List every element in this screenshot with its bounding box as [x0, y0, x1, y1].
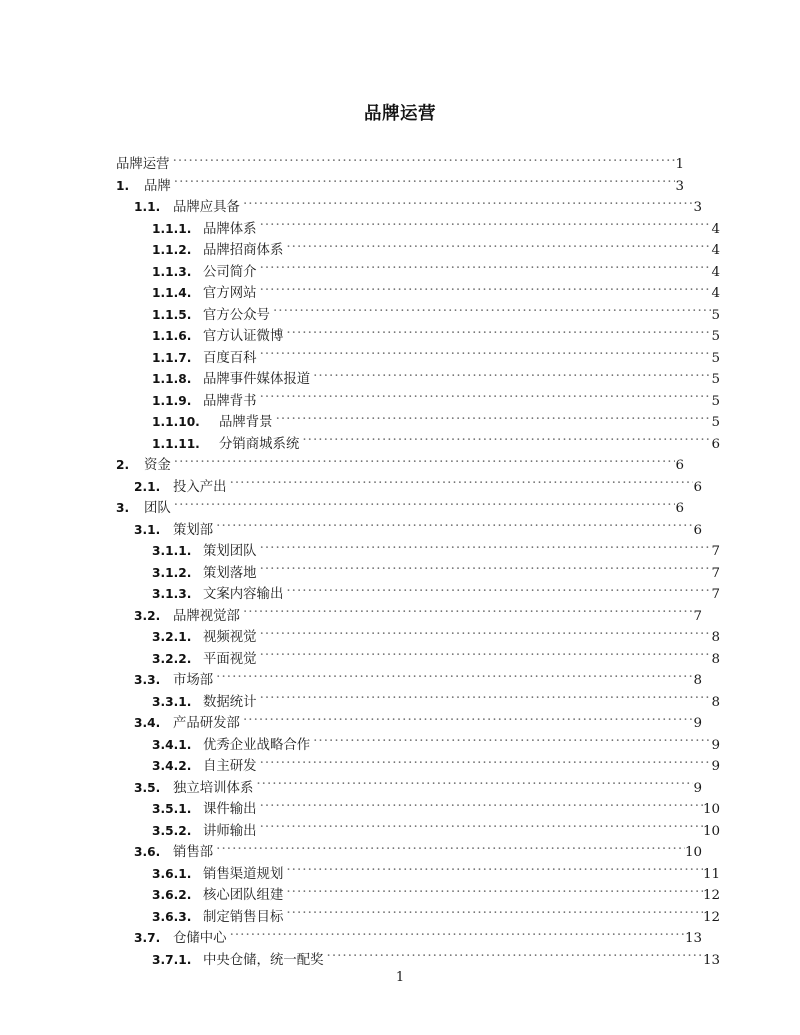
toc-entry-number: 3.1.2. — [152, 565, 192, 580]
toc-dot-leader — [230, 477, 694, 490]
toc-entry[interactable] — [116, 756, 720, 778]
toc-entry[interactable] — [116, 219, 720, 241]
toc-entry-number: 1.1.9. — [152, 393, 192, 408]
toc-dot-leader — [243, 714, 694, 727]
toc-entry[interactable] — [116, 713, 702, 735]
toc-dot-leader — [260, 692, 712, 705]
toc-dot-leader — [243, 606, 694, 619]
toc-entry-number: 3.6.3. — [152, 909, 192, 924]
toc-entry[interactable] — [116, 197, 702, 219]
toc-entry-page-number: 12 — [702, 909, 720, 925]
toc-entry-label: 品牌招商体系 — [203, 243, 284, 258]
toc-entry-label: 独立培训体系 — [173, 780, 254, 796]
toc-entry-page-number: 4 — [711, 221, 720, 237]
toc-entry-number: 3.7. — [134, 931, 161, 945]
toc-entry-page-number: 5 — [711, 393, 720, 409]
toc-entry-label: 策划落地 — [203, 565, 257, 581]
toc-entry[interactable] — [116, 412, 720, 434]
toc-entry-label: 团队 — [144, 501, 171, 516]
toc-entry-number: 3.2.2. — [152, 651, 192, 666]
toc-entry[interactable] — [116, 434, 720, 456]
toc-entry[interactable] — [116, 305, 720, 327]
toc-entry[interactable] — [116, 821, 720, 843]
toc-entry-number: 2.1. — [134, 479, 161, 494]
toc-entry-number: 3.7.1. — [152, 952, 192, 967]
toc-entry-label: 策划团队 — [203, 544, 257, 559]
toc-entry[interactable] — [116, 627, 720, 649]
toc-entry-page-number: 5 — [711, 372, 720, 387]
toc-entry-number: 3.1.1. — [152, 544, 192, 558]
toc-entry-page-number: 4 — [711, 243, 720, 258]
toc-entry-number: 1. — [116, 178, 130, 193]
toc-dot-leader — [302, 434, 711, 447]
toc-dot-leader — [260, 391, 712, 404]
toc-entry-label: 官方认证微博 — [203, 329, 284, 344]
toc-entry-label: 分销商城系统 — [219, 436, 300, 452]
toc-entry-number: 3.5.2. — [152, 823, 192, 838]
toc-entry[interactable] — [116, 455, 684, 477]
toc-entry-label: 品牌背书 — [203, 393, 257, 409]
toc-entry-label: 文案内容输出 — [203, 587, 284, 602]
toc-dot-leader — [260, 563, 712, 576]
toc-entry-label: 销售渠道规划 — [203, 866, 284, 882]
toc-entry[interactable] — [116, 692, 720, 714]
toc-dot-leader — [174, 176, 676, 189]
toc-dot-leader — [230, 929, 685, 942]
toc-entry[interactable] — [116, 498, 684, 520]
toc-entry-number: 1.1.3. — [152, 264, 192, 279]
toc-entry-number: 3.1.3. — [152, 587, 192, 601]
toc-entry-number: 3. — [116, 501, 130, 515]
toc-dot-leader — [327, 950, 703, 963]
toc-dot-leader — [286, 327, 711, 340]
toc-dot-leader — [313, 735, 711, 748]
toc-entry-number: 3.4.1. — [152, 737, 192, 752]
toc-entry[interactable] — [116, 670, 702, 692]
toc-dot-leader — [243, 198, 694, 211]
toc-dot-leader — [260, 757, 712, 770]
toc-entry-label: 核心团队组建 — [203, 888, 284, 903]
toc-entry-page-number: 6 — [693, 479, 702, 495]
toc-dot-leader — [260, 542, 712, 555]
toc-entry-number: 3.4.2. — [152, 759, 192, 773]
toc-entry-number: 2. — [116, 458, 130, 472]
toc-dot-leader — [260, 628, 712, 641]
toc-entry-label: 数据统计 — [203, 694, 257, 710]
toc-entry-page-number: 9 — [711, 737, 720, 753]
toc-entry-label: 销售部 — [173, 845, 214, 860]
toc-entry-label: 讲师输出 — [203, 823, 257, 839]
toc-entry-number: 1.1.4. — [152, 286, 192, 300]
toc-dot-leader — [260, 800, 703, 813]
toc-entry[interactable] — [116, 606, 702, 628]
toc-dot-leader — [286, 864, 703, 877]
toc-entry-label: 品牌运营 — [116, 157, 170, 172]
toc-entry[interactable] — [116, 262, 720, 284]
toc-entry-label: 课件输出 — [203, 802, 257, 817]
toc-entry-page-number: 6 — [693, 522, 702, 538]
toc-dot-leader — [260, 284, 712, 297]
toc-entry[interactable] — [116, 885, 720, 907]
toc-entry-label: 官方公众号 — [203, 307, 270, 323]
toc-entry-label: 市场部 — [173, 673, 214, 688]
page-title: 品牌运营 — [364, 104, 436, 124]
toc-entry[interactable] — [116, 348, 720, 370]
toc-dot-leader — [256, 778, 693, 791]
toc-entry-page-number: 1 — [675, 157, 684, 172]
toc-entry-label: 自主研发 — [203, 759, 257, 774]
toc-entry-label: 品牌应具备 — [173, 200, 240, 215]
toc-entry-number: 1.1.11. — [152, 436, 200, 451]
toc-entry-number: 3.5.1. — [152, 802, 192, 816]
toc-entry-page-number: 5 — [711, 415, 720, 430]
toc-entry-label: 品牌 — [144, 178, 171, 194]
toc-entry-page-number: 10 — [684, 845, 702, 860]
table-of-contents — [116, 154, 720, 971]
toc-entry-page-number: 8 — [711, 630, 720, 645]
toc-dot-leader — [260, 821, 703, 834]
toc-entry-number: 3.3. — [134, 673, 161, 687]
toc-entry-label: 制定销售目标 — [203, 909, 284, 925]
toc-entry[interactable] — [116, 950, 720, 972]
toc-dot-leader — [260, 649, 712, 662]
footer-page-number: 1 — [395, 970, 405, 985]
toc-entry[interactable] — [116, 477, 702, 499]
toc-entry-page-number: 7 — [693, 608, 702, 624]
toc-entry-number: 3.4. — [134, 716, 161, 730]
toc-entry[interactable] — [116, 541, 720, 563]
toc-entry-number: 1.1. — [134, 200, 161, 214]
toc-entry[interactable] — [116, 240, 720, 262]
toc-entry-label: 品牌背景 — [219, 415, 273, 430]
toc-entry-page-number: 8 — [711, 694, 720, 710]
toc-entry-number: 1.1.1. — [152, 221, 192, 236]
toc-entry-number: 1.1.5. — [152, 307, 192, 322]
toc-entry-number: 1.1.2. — [152, 243, 192, 257]
toc-dot-leader — [286, 241, 711, 254]
toc-entry-page-number: 8 — [711, 651, 720, 667]
toc-entry-page-number: 4 — [711, 264, 720, 280]
toc-entry-page-number: 9 — [693, 716, 702, 731]
toc-entry-page-number: 6 — [675, 501, 684, 516]
toc-entry-number: 1.1.6. — [152, 329, 192, 343]
toc-entry-number: 1.1.10. — [152, 415, 200, 429]
toc-dot-leader — [286, 907, 703, 920]
toc-entry[interactable] — [116, 391, 720, 413]
toc-entry-label: 资金 — [144, 458, 171, 473]
toc-entry-page-number: 3 — [675, 178, 684, 194]
toc-entry-number: 3.1. — [134, 522, 161, 537]
toc-entry-label: 投入产出 — [173, 479, 227, 495]
toc-entry-label: 官方网站 — [203, 286, 257, 301]
toc-entry-page-number: 10 — [702, 802, 720, 817]
toc-entry[interactable] — [116, 735, 720, 757]
toc-dot-leader — [174, 456, 676, 469]
toc-entry-number: 1.1.8. — [152, 372, 192, 386]
toc-dot-leader — [174, 499, 676, 512]
toc-entry-label: 产品研发部 — [173, 716, 240, 731]
toc-entry-page-number: 7 — [711, 565, 720, 581]
toc-entry[interactable] — [116, 563, 720, 585]
toc-dot-leader — [276, 413, 712, 426]
toc-entry[interactable] — [116, 907, 720, 929]
toc-entry[interactable] — [116, 283, 720, 305]
toc-entry-page-number: 5 — [711, 350, 720, 366]
toc-entry[interactable] — [116, 369, 720, 391]
toc-entry-page-number: 11 — [702, 866, 720, 882]
toc-entry-page-number: 9 — [693, 780, 702, 796]
toc-entry-page-number: 9 — [711, 759, 720, 774]
toc-entry[interactable] — [116, 176, 684, 198]
toc-dot-leader — [286, 886, 703, 899]
toc-entry-page-number: 3 — [693, 200, 702, 215]
toc-entry-label: 公司简介 — [203, 264, 257, 280]
toc-entry-page-number: 6 — [675, 458, 684, 473]
toc-entry-number: 3.3.1. — [152, 694, 192, 709]
toc-entry-label: 百度百科 — [203, 350, 257, 366]
toc-entry-page-number: 10 — [702, 823, 720, 839]
toc-entry-page-number: 7 — [711, 544, 720, 559]
toc-entry-page-number: 12 — [702, 888, 720, 903]
toc-entry-number: 3.6.1. — [152, 866, 192, 881]
toc-entry-label: 中央仓储，统一配奖 — [203, 952, 324, 968]
toc-entry-page-number: 7 — [711, 587, 720, 602]
toc-entry[interactable] — [116, 326, 720, 348]
toc-entry-page-number: 5 — [711, 329, 720, 344]
toc-dot-leader — [216, 843, 685, 856]
toc-dot-leader — [286, 585, 711, 598]
toc-dot-leader — [313, 370, 711, 383]
toc-entry-number: 3.6. — [134, 845, 161, 859]
toc-dot-leader — [273, 305, 712, 318]
toc-dot-leader — [260, 262, 712, 275]
toc-entry-label: 策划部 — [173, 522, 214, 538]
toc-entry[interactable] — [116, 154, 684, 176]
toc-entry-number: 3.6.2. — [152, 888, 192, 902]
toc-entry-page-number: 13 — [702, 952, 720, 968]
toc-entry-label: 品牌视觉部 — [173, 608, 240, 624]
toc-entry-page-number: 13 — [684, 931, 702, 946]
toc-entry[interactable] — [116, 864, 720, 886]
toc-entry[interactable] — [116, 520, 702, 542]
toc-dot-leader — [260, 348, 712, 361]
toc-entry[interactable] — [116, 649, 720, 671]
toc-entry[interactable] — [116, 928, 702, 950]
toc-entry-number: 3.5. — [134, 780, 161, 795]
toc-entry-number: 3.2. — [134, 608, 161, 623]
toc-entry-label: 仓储中心 — [173, 931, 227, 946]
toc-entry-page-number: 8 — [693, 673, 702, 688]
toc-entry-page-number: 5 — [711, 307, 720, 323]
toc-dot-leader — [260, 219, 712, 232]
toc-entry[interactable] — [116, 584, 720, 606]
toc-entry-label: 品牌体系 — [203, 221, 257, 237]
toc-entry-page-number: 6 — [711, 436, 720, 452]
toc-entry-number: 1.1.7. — [152, 350, 192, 365]
toc-entry-page-number: 4 — [711, 286, 720, 301]
toc-entry-number: 3.2.1. — [152, 630, 192, 644]
toc-entry-label: 优秀企业战略合作 — [203, 737, 311, 753]
toc-entry-label: 视频视觉 — [203, 630, 257, 645]
toc-entry-label: 品牌事件媒体报道 — [203, 372, 311, 387]
toc-dot-leader — [216, 520, 693, 533]
toc-entry-label: 平面视觉 — [203, 651, 257, 667]
toc-dot-leader — [216, 671, 693, 684]
toc-entry[interactable] — [116, 778, 702, 800]
toc-entry[interactable] — [116, 842, 702, 864]
toc-dot-leader — [173, 155, 676, 168]
toc-entry[interactable] — [116, 799, 720, 821]
